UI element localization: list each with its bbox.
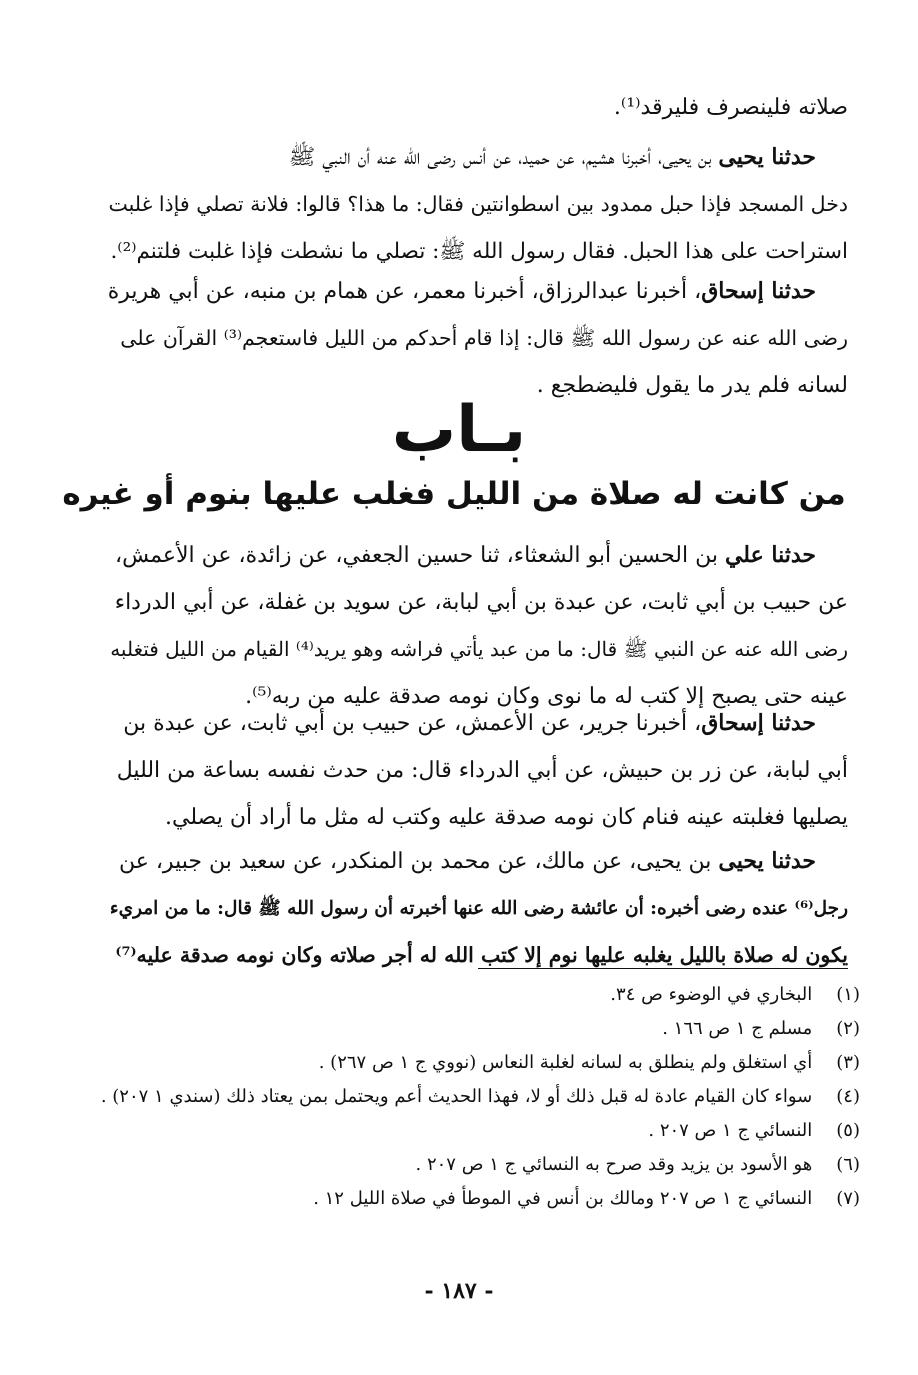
- footnote-item: [70, 1012, 860, 1046]
- hadith-paragraph-1: [104, 134, 848, 275]
- text-line: عينه حتى يصبح إلا كتب له ما نوى وكان نومه صدقة عليه من ربه⁽⁵⁾.: [245, 684, 848, 709]
- narrator-opening: حدثنا علي: [724, 542, 816, 568]
- text-line: أبي لبابة، عن زر بن حبيش، عن أبي الدرداء قال: من حدث نفسه بساعة من الليل: [116, 758, 848, 783]
- text-line: استراحت على هذا الحبل. فقال رسول الله ﷺ: تصلي ما نشطت فإذا غلبت فلتنم⁽²⁾.: [110, 239, 848, 264]
- text-line: يكون له صلاة بالليل يغلبه عليها نوم إلا كتب الله له أجر صلاته وكان نومه صدقة عليه⁽⁷⁾: [115, 943, 848, 967]
- text-line: دخل المسجد فإذا حبل ممدود بين اسطوانتين فقال: ما هذا؟ قالوا: فلانة تصلي فإذا غلبت: [108, 192, 848, 216]
- text-line: رجل⁽⁶⁾ عنده رضى أخبره: أن عائشة رضى الله عنها أخبرته أن رسول الله ﷺ قال: ما من امريء: [109, 898, 848, 919]
- text-line: لسانه فلم يدر ما يقول فليضطجع .: [536, 373, 848, 398]
- text-run: بن يحيى، أخبرنا هشيم، عن حميد، عن أنس رضى الله عنه أن النبي ﷺ: [288, 145, 719, 170]
- footnote-text: سواء كان القيام عادة له قبل ذلك أو لا، فهذا الحديث أعم ويحتمل بمن يعتاد ذلك (سندي ١ ٢٠٧) .: [100, 1086, 813, 1107]
- footnote-separator: [478, 968, 848, 969]
- footnote-text: هو الأسود بن يزيد وقد صرح به النسائي ج ١ ص ٢٠٧ .: [415, 1154, 813, 1175]
- hadith-paragraph-2: [104, 268, 848, 409]
- footnote-item: [70, 1114, 860, 1148]
- text-line: [104, 268, 848, 315]
- footnote-text: أي استغلق ولم ينطلق به لسانه لغلبة النعاس (نووي ج ١ ص ٢٦٧) .: [318, 1052, 813, 1073]
- footnote-number: (٥): [836, 1120, 860, 1141]
- footnote-number: (١): [836, 984, 860, 1005]
- hadith-paragraph-3: [104, 532, 848, 720]
- chapter-label: بـاب: [391, 393, 527, 467]
- hadith-paragraph-4: [104, 700, 848, 841]
- narrator-opening: حدثنا يحيى: [718, 144, 816, 170]
- text-run: ، أخبرنا عبدالرزاق، أخبرنا معمر، عن همام بن منبه، عن أبي هريرة: [107, 279, 702, 304]
- narrator-opening: حدثنا إسحاق: [701, 278, 816, 304]
- footnotes-list: [70, 978, 860, 1216]
- text-line: صلاته فلينصرف فليرقد⁽¹⁾.: [613, 95, 848, 120]
- text-line: [104, 134, 848, 181]
- intro-line: [104, 84, 848, 131]
- text-line: [104, 838, 848, 885]
- footnote-item: [70, 978, 860, 1012]
- text-run: ، أخبرنا جرير، عن الأعمش، عن حبيب بن أبي ثابت، عن عبدة بن: [123, 711, 702, 736]
- footnote-item: [70, 1046, 860, 1080]
- text-line: عن حبيب بن أبي ثابت، عن عبدة بن أبي لبابة، عن سويد بن غفلة، عن أبي الدرداء: [114, 590, 848, 615]
- narrator-opening: حدثنا إسحاق: [701, 710, 816, 736]
- chapter-title: من كانت له صلاة من الليل فغلب عليها بنوم أو غيره: [62, 476, 846, 512]
- footnote-text: النسائي ج ١ ص ٢٠٧ ومالك بن أنس في الموطأ في صلاة الليل ١٢ .: [313, 1188, 813, 1209]
- text-line: يصليها فغلبته عينه فنام كان نومه صدقة عليه وكتب له مثل ما أراد أن يصلي.: [165, 805, 848, 830]
- page-number: - ١٨٧ -: [424, 1278, 494, 1304]
- footnote-text: النسائي ج ١ ص ٢٠٧ .: [648, 1120, 813, 1141]
- footnote-item: [70, 1148, 860, 1182]
- text-run: بن يحيى، عن مالك، عن محمد بن المنكدر، عن سعيد بن جبير، عن: [118, 849, 719, 874]
- footnote-text: مسلم ج ١ ص ١٦٦ .: [662, 1018, 813, 1039]
- text-line: [104, 700, 848, 747]
- text-line: رضى الله عنه عن رسول الله ﷺ قال: إذا قام أحدكم من الليل فاستعجم⁽³⁾ القرآن على: [120, 326, 848, 350]
- footnote-number: (٤): [836, 1086, 860, 1107]
- footnote-number: (٧): [836, 1188, 860, 1209]
- footnote-number: (٦): [836, 1154, 860, 1175]
- footnote-number: (٣): [836, 1052, 860, 1073]
- hadith-paragraph-5: [104, 838, 848, 979]
- footnote-number: (٢): [836, 1018, 860, 1039]
- footnote-item: [70, 1080, 860, 1114]
- text-line: رضى الله عنه عن النبي ﷺ قال: ما من عبد يأتي فراشه وهو يريد⁽⁴⁾ القيام من الليل فتغلبه: [110, 637, 848, 661]
- text-line: [104, 532, 848, 579]
- text-run: بن الحسين أبو الشعثاء، ثنا حسين الجعفي، عن زائدة، عن الأعمش،: [114, 543, 725, 568]
- narrator-opening: حدثنا يحيى: [718, 848, 816, 874]
- footnote-text: البخاري في الوضوء ص ٣٤.: [610, 984, 813, 1005]
- footnote-item: [70, 1182, 860, 1216]
